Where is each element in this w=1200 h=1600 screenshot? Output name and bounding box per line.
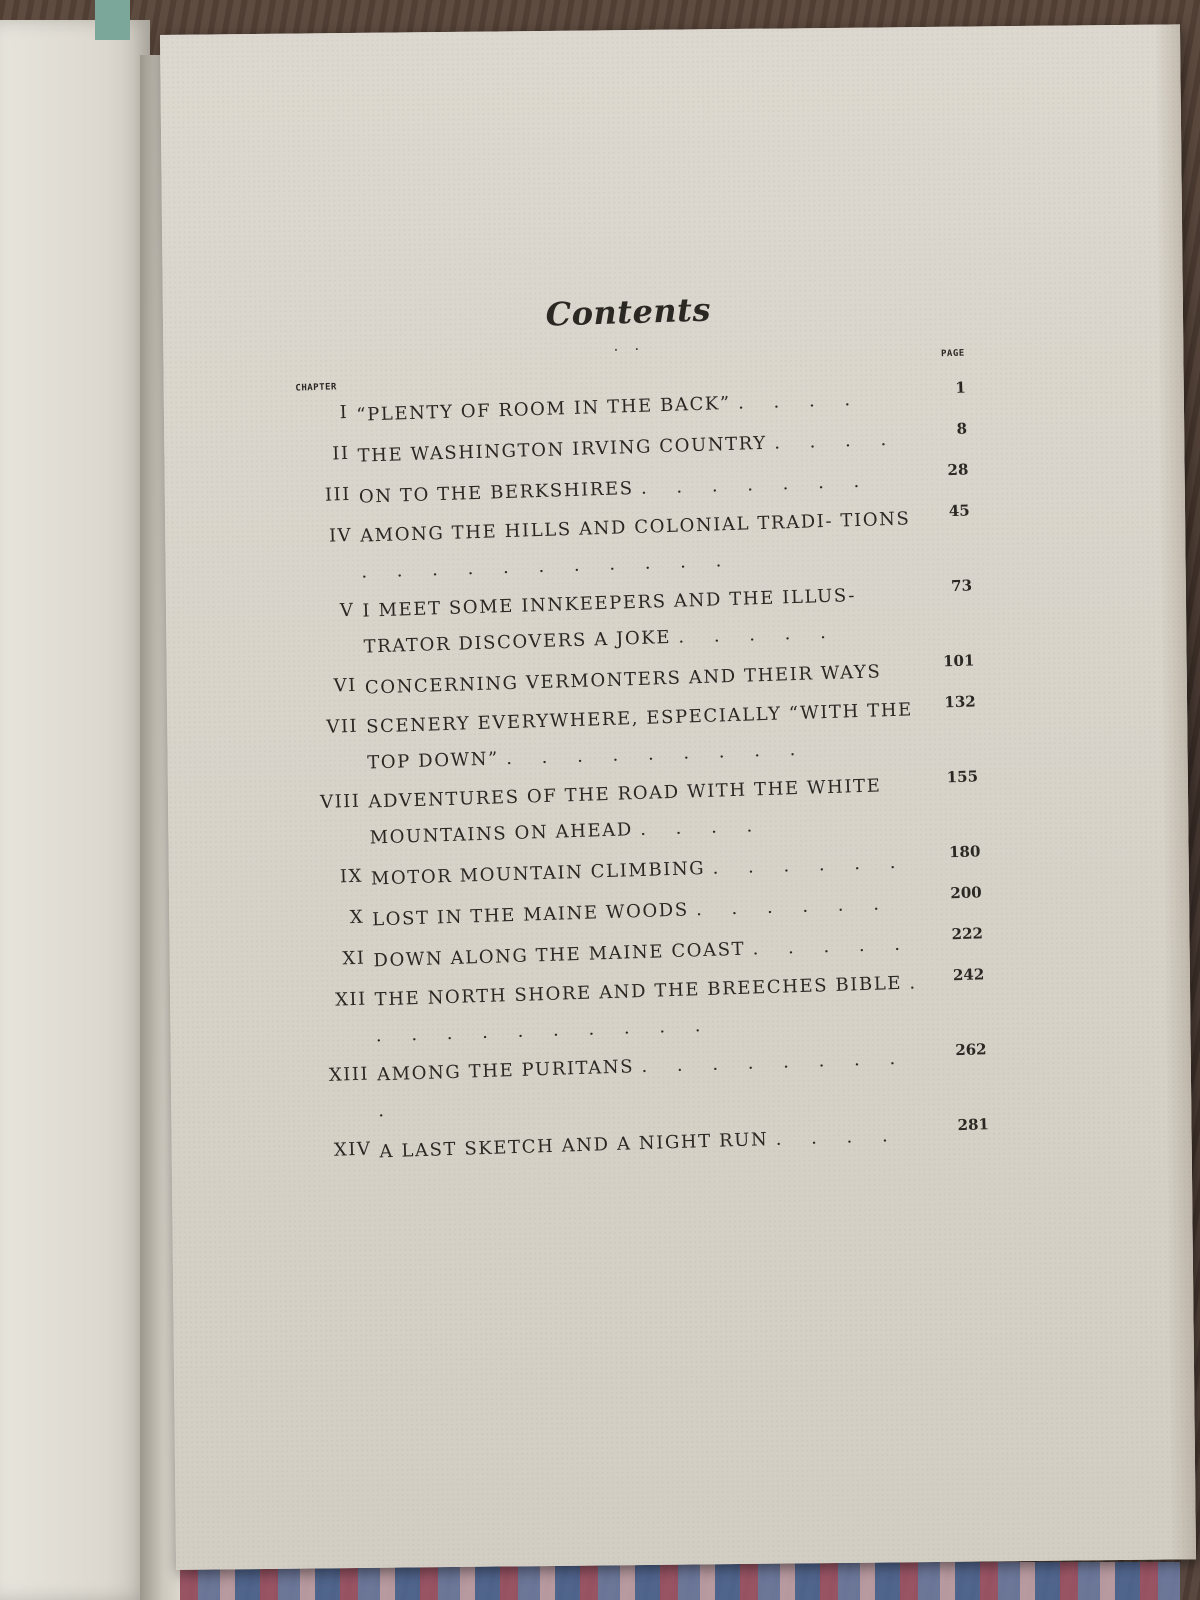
page-number: 132 [944, 692, 976, 712]
page-number: 222 [951, 924, 984, 944]
page-title: Contents [545, 290, 712, 334]
page-column-label: PAGE [940, 348, 965, 360]
chapter-title: THE WASHINGTON IRVING COUNTRY [357, 432, 768, 467]
chapter-title: ON TO THE BERKSHIRES [358, 478, 634, 508]
dot-leader: . . . . [737, 388, 863, 414]
chapter-number: IV [328, 524, 353, 547]
chapter-title: AMONG THE HILLS AND COLONIAL TRADI- TIONS [359, 508, 911, 547]
chapter-number: V [339, 599, 355, 622]
dot-leader: . . . . . . . . . [505, 738, 808, 770]
chapter-number: XI [342, 947, 366, 970]
page-number: 155 [946, 767, 979, 787]
chapter-number: III [324, 483, 352, 506]
page-number: 200 [950, 883, 982, 903]
chapter-title: THE NORTH SHORE AND THE BREECHES BIBLE [374, 972, 903, 1011]
contents-block [293, 283, 990, 1176]
left-page [0, 20, 150, 1600]
chapter-title: “PLENTY OF ROOM IN THE BACK” [356, 392, 732, 426]
dot-leader: . . . . . . . [640, 470, 872, 499]
dot-leader: . . . . [639, 815, 765, 840]
page-number: 1 [955, 378, 967, 397]
chapter-number: I [339, 401, 349, 424]
dot-leader: . . . . [773, 428, 899, 454]
dot-leader: . . . . . . [695, 893, 892, 921]
chapter-title: SCENERY EVERYWHERE, ESPECIALLY “WITH THE TOP DOWN” [365, 699, 914, 774]
page-number: 101 [942, 651, 975, 671]
chapter-number: II [331, 442, 350, 465]
toc-list [296, 377, 990, 1176]
dot-leader: . . . . . . . . . . . [360, 549, 734, 583]
page-number: 28 [947, 460, 969, 480]
chapter-number: IX [339, 865, 364, 888]
chapter-number: XIV [333, 1138, 372, 1161]
page-number: 242 [952, 965, 985, 985]
page-number: 180 [948, 842, 981, 862]
chapter-number: VIII [319, 790, 361, 814]
chapter-number: X [349, 906, 365, 929]
chapter-number: VI [333, 674, 358, 697]
chapter-title: A LAST SKETCH AND A NIGHT RUN [379, 1129, 769, 1163]
dot-leader: . . . . [775, 1124, 900, 1150]
page-number: 281 [957, 1115, 990, 1135]
dot-leader: . . . . . . [712, 851, 908, 879]
chapter-title: DOWN ALONG THE MAINE COAST [373, 938, 746, 972]
chapter-title: I MEET SOME INNKEEPERS AND THE ILLUS- TRATOR DISCOVERS A JOKE [362, 585, 857, 658]
page-number: 73 [950, 576, 973, 596]
page-number: 262 [955, 1040, 987, 1060]
chapter-number: XIII [328, 1063, 370, 1086]
dot-leader: . . . . . [678, 621, 839, 648]
contents-page [160, 24, 1196, 1570]
page-number: 45 [948, 501, 970, 521]
chapter-title: MOTOR MOUNTAIN CLIMBING [370, 857, 706, 890]
page-number: 8 [956, 419, 968, 438]
dot-leader: . . . . . [752, 933, 913, 960]
title-ornament: . . [613, 337, 646, 355]
chapter-column-label: CHAPTER [295, 382, 338, 394]
chapter-title: CONCERNING VERMONTERS AND THEIR WAYS [364, 661, 882, 699]
chapter-number: XII [334, 988, 368, 1011]
chapter-title: AMONG THE PURITANS [376, 1056, 635, 1086]
chapter-title: LOST IN THE MAINE WOODS [371, 899, 690, 931]
chapter-title: ADVENTURES OF THE ROAD WITH THE WHITE MOUNTAINS ON AHEAD [368, 775, 882, 849]
dot-leader: . . . . . . . . . . . [375, 972, 928, 1047]
dot-leader: . . . . . . . . . [377, 1047, 908, 1122]
chapter-number: VII [326, 715, 359, 738]
page-edge [1154, 24, 1196, 1559]
cover-cloth-corner [95, 0, 130, 40]
